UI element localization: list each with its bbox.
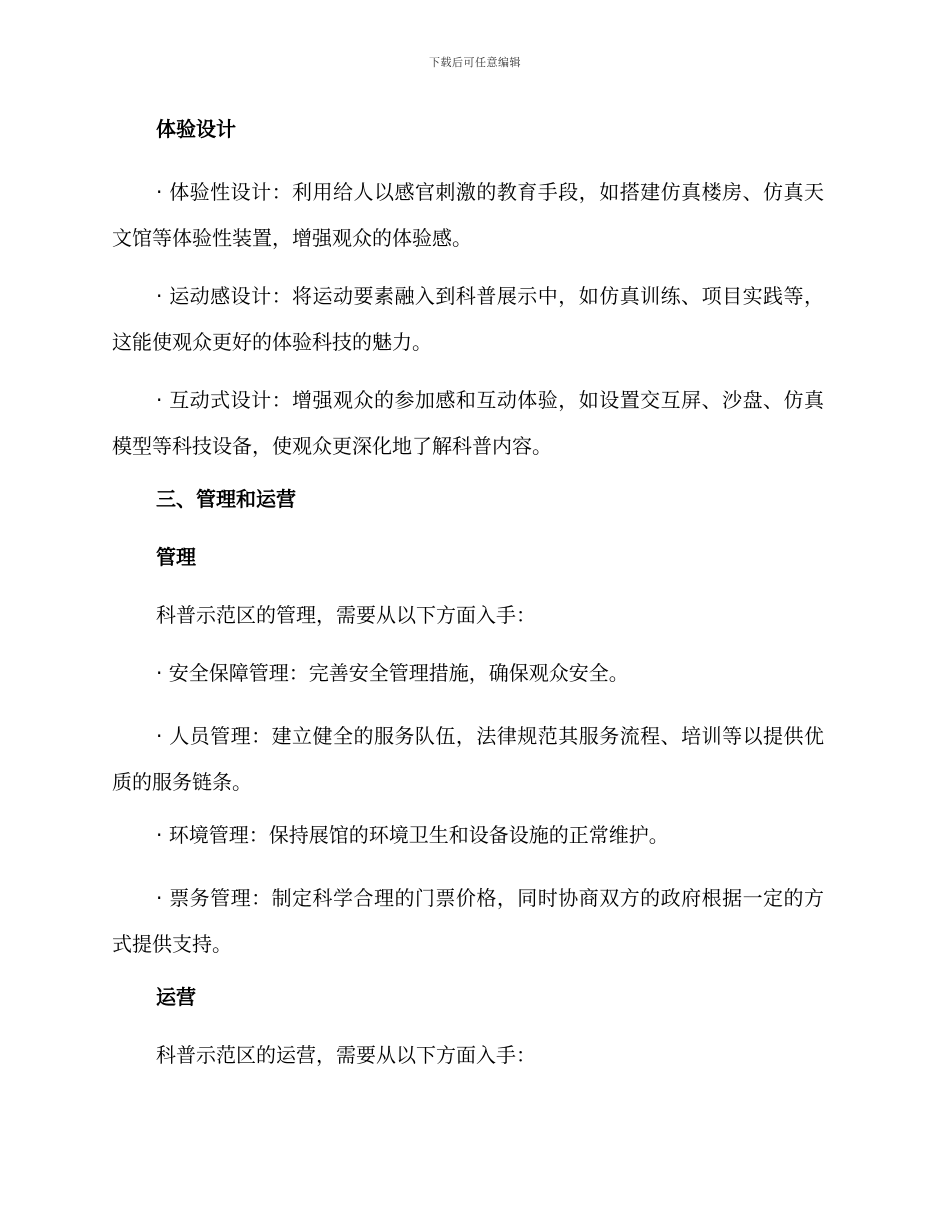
- subsection-heading-operation: 运营: [156, 985, 196, 1009]
- document-body: [112, 111, 824, 1095]
- paragraph-staff-management: · 人员管理：建立健全的服务队伍，法律规范其服务流程、培训等以提供优质的服务链条。: [112, 724, 824, 794]
- paragraph-experiential-design: · 体验性设计：利用给人以感官刺激的教育手段，如搭建仿真楼房、仿真天文馆等体验性装置，增强观众的体验感。: [112, 180, 824, 250]
- page-header: 下载后可任意编辑: [429, 56, 521, 69]
- section-heading-experience-design: 体验设计: [156, 117, 236, 141]
- paragraph-interactive-design: · 互动式设计：增强观众的参加感和互动体验，如设置交互屏、沙盘、仿真模型等科技设备，使观众更深化地了解科普内容。: [112, 388, 824, 458]
- paragraph-safety-management: · 安全保障管理：完善安全管理措施，确保观众安全。: [156, 661, 629, 685]
- subsection-heading-management: 管理: [156, 545, 196, 569]
- paragraph-ticket-management: · 票务管理：制定科学合理的门票价格，同时协商双方的政府根据一定的方式提供支持。: [112, 886, 824, 956]
- section-heading-management-operation: 三、管理和运营: [156, 487, 296, 511]
- paragraph-environment-management: · 环境管理：保持展馆的环境卫生和设备设施的正常维护。: [156, 823, 669, 847]
- paragraph-motion-design: · 运动感设计：将运动要素融入到科普展示中，如仿真训练、项目实践等，这能使观众更好的体验科技的魅力。: [112, 284, 824, 354]
- paragraph-management-intro: 科普示范区的管理，需要从以下方面入手：: [156, 603, 536, 627]
- paragraph-operation-intro: 科普示范区的运营，需要从以下方面入手：: [156, 1043, 536, 1067]
